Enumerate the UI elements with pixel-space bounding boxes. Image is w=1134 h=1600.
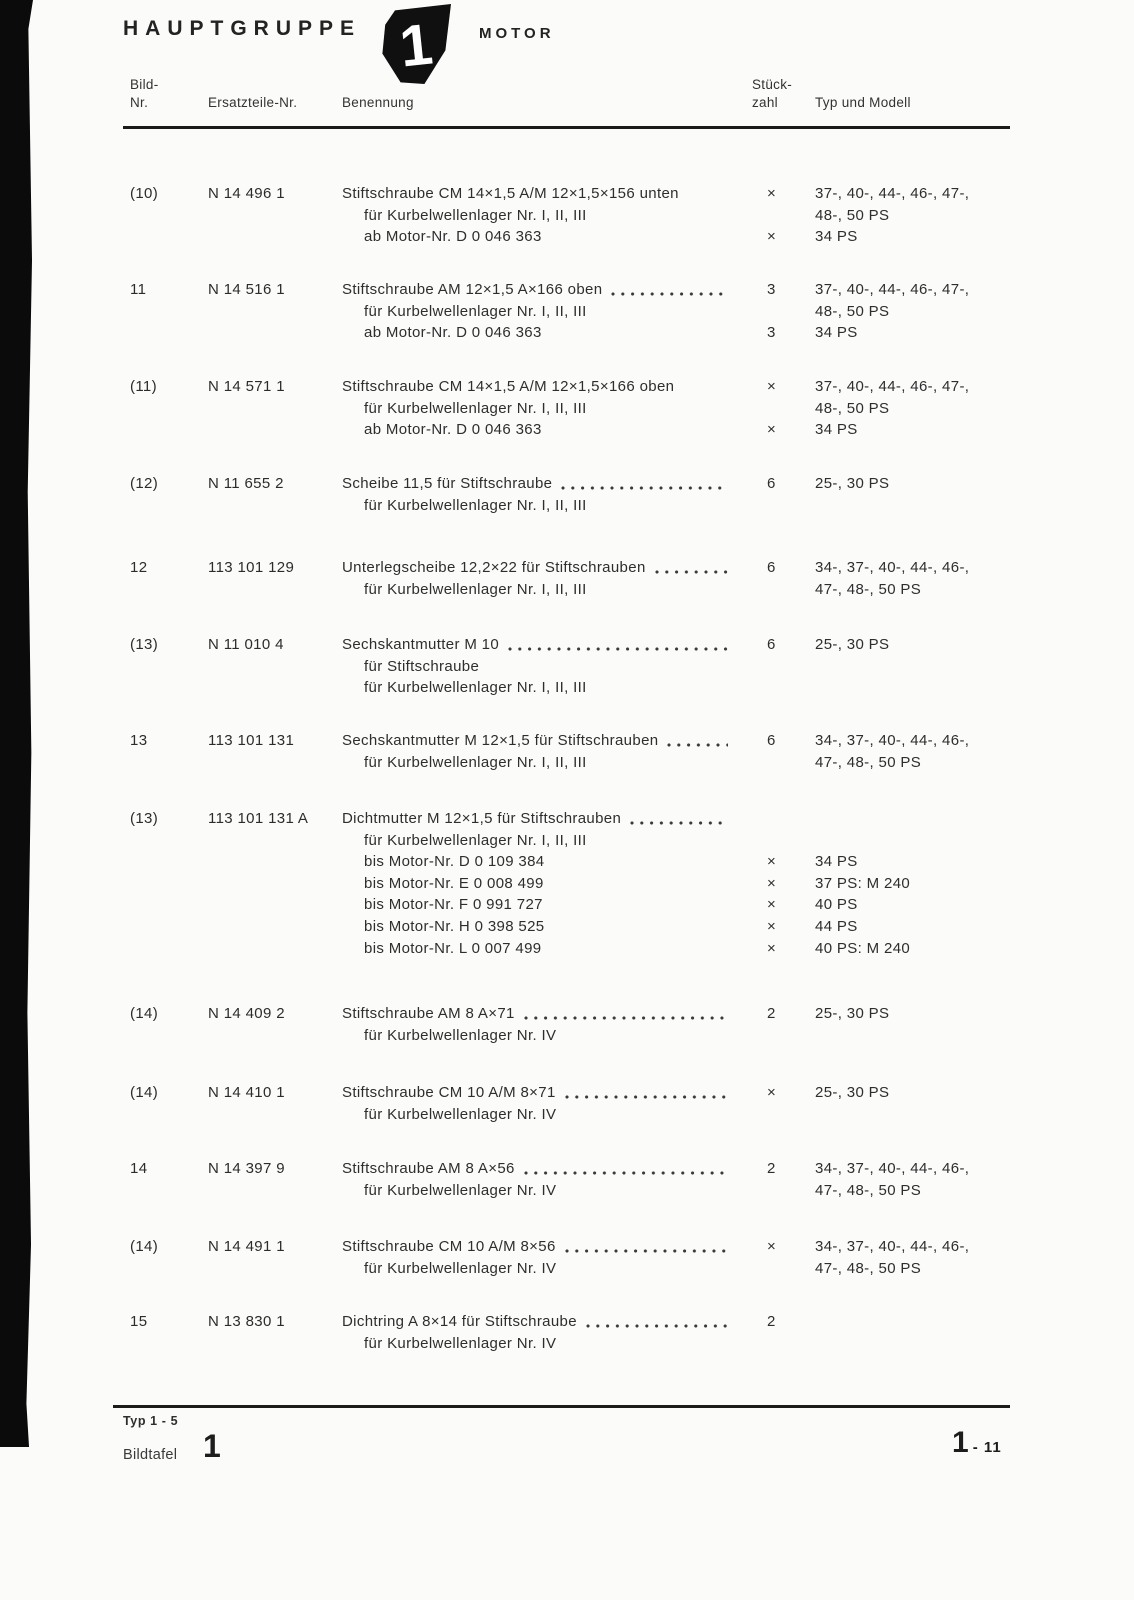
name-text: Unterlegscheibe 12,2×22 für Stiftschrauben bbox=[342, 559, 646, 576]
qty-value: × bbox=[767, 917, 777, 935]
typ-value: 47-, 48-, 50 PS bbox=[815, 753, 922, 771]
qty-value bbox=[767, 301, 815, 323]
page-number bbox=[952, 1426, 1002, 1460]
section-title: MOTOR bbox=[479, 25, 555, 42]
typ-value: 47-, 48-, 50 PS bbox=[815, 580, 922, 598]
name-cell bbox=[342, 634, 740, 699]
name-text: ab Motor-Nr. D 0 046 363 bbox=[364, 324, 542, 342]
typ-value: 37-, 40-, 44-, 46-, 47-, bbox=[815, 378, 970, 395]
typ-cell bbox=[815, 279, 1012, 344]
column-header-bild-line2: Nr. bbox=[130, 94, 149, 110]
typ-value bbox=[815, 1025, 1012, 1047]
qty-value bbox=[767, 656, 815, 678]
name-line bbox=[342, 830, 740, 852]
name-cell bbox=[342, 1311, 740, 1354]
name-text: für Kurbelwellenlager Nr. IV bbox=[364, 1334, 557, 1352]
name-cell bbox=[342, 183, 740, 248]
column-header-ersatzteile-nr: Ersatzteile-Nr. bbox=[208, 95, 298, 110]
qty-value: 2 bbox=[767, 1160, 776, 1177]
part-number-cell: N 14 397 9 bbox=[208, 1160, 285, 1177]
part-number-cell: 113 101 131 A bbox=[208, 810, 309, 827]
name-line bbox=[342, 579, 740, 601]
typ-value: 25-, 30 PS bbox=[815, 636, 890, 653]
typ-value: 34 PS bbox=[815, 324, 858, 342]
qty-value bbox=[767, 830, 815, 852]
name-line bbox=[342, 730, 740, 752]
typ-value: 34 PS bbox=[815, 228, 858, 246]
typ-value bbox=[815, 495, 1012, 517]
name-cell bbox=[342, 1236, 740, 1279]
part-number-cell: N 14 496 1 bbox=[208, 185, 285, 202]
typ-value: 25-, 30 PS bbox=[815, 475, 890, 492]
name-line bbox=[342, 495, 740, 517]
name-line bbox=[342, 1180, 740, 1202]
footer-typ-range: Typ 1 - 5 bbox=[123, 1414, 179, 1428]
qty-value bbox=[767, 398, 815, 420]
typ-value: 34 PS bbox=[815, 853, 858, 871]
name-cell bbox=[342, 376, 740, 441]
table-row bbox=[130, 1158, 1012, 1201]
dot-leader bbox=[524, 1015, 728, 1021]
name-text: für Kurbelwellenlager Nr. I, II, III bbox=[364, 399, 587, 417]
scan-gutter-shadow bbox=[0, 0, 33, 1447]
page-title: HAUPTGRUPPE bbox=[123, 17, 362, 40]
name-text: Dichtring A 8×14 für Stiftschraube bbox=[342, 1313, 577, 1330]
dot-leader bbox=[565, 1094, 728, 1100]
qty-cell bbox=[740, 557, 815, 600]
qty-cell bbox=[740, 808, 815, 959]
name-line bbox=[342, 1082, 740, 1104]
typ-cell bbox=[815, 183, 1012, 248]
column-header-bild-nr bbox=[130, 76, 159, 111]
name-line bbox=[342, 1333, 740, 1355]
typ-cell bbox=[815, 1082, 1012, 1125]
qty-value bbox=[767, 752, 815, 774]
name-line bbox=[342, 226, 740, 248]
name-line bbox=[342, 894, 740, 916]
typ-value: 34 PS bbox=[815, 421, 858, 439]
name-text: für Kurbelwellenlager Nr. I, II, III bbox=[364, 580, 587, 598]
typ-value: 34-, 37-, 40-, 44-, 46-, bbox=[815, 1238, 970, 1255]
bild-nr-cell: (12) bbox=[130, 475, 159, 492]
dot-leader bbox=[565, 1248, 728, 1254]
name-line bbox=[342, 851, 740, 873]
name-text: bis Motor-Nr. H 0 398 525 bbox=[364, 917, 545, 935]
qty-value: 6 bbox=[767, 732, 776, 749]
bild-nr-cell: (14) bbox=[130, 1084, 159, 1101]
name-text: für Kurbelwellenlager Nr. I, II, III bbox=[364, 496, 587, 514]
name-text: Stiftschraube AM 8 A×56 bbox=[342, 1160, 515, 1177]
column-header-benennung: Benennung bbox=[342, 95, 414, 110]
name-line bbox=[342, 322, 740, 344]
name-text: Stiftschraube CM 10 A/M 8×71 bbox=[342, 1084, 556, 1101]
typ-value: 47-, 48-, 50 PS bbox=[815, 1181, 922, 1199]
name-cell bbox=[342, 808, 740, 959]
qty-value: 6 bbox=[767, 559, 776, 576]
typ-value: 40 PS: M 240 bbox=[815, 939, 911, 957]
part-number-cell: N 11 010 4 bbox=[208, 636, 284, 653]
name-line bbox=[342, 1236, 740, 1258]
qty-value bbox=[767, 808, 815, 830]
bild-nr-cell: (14) bbox=[130, 1238, 159, 1255]
dot-leader bbox=[586, 1323, 728, 1329]
qty-cell bbox=[740, 376, 815, 441]
name-line bbox=[342, 916, 740, 938]
typ-value: 37 PS: M 240 bbox=[815, 874, 911, 892]
typ-value bbox=[815, 677, 1012, 699]
name-line bbox=[342, 183, 740, 205]
part-number-cell: N 14 571 1 bbox=[208, 378, 285, 395]
name-text: Stiftschraube AM 8 A×71 bbox=[342, 1005, 515, 1022]
name-text: ab Motor-Nr. D 0 046 363 bbox=[364, 421, 542, 439]
qty-cell bbox=[740, 1003, 815, 1046]
bild-nr-cell: (13) bbox=[130, 810, 159, 827]
name-text: Stiftschraube CM 10 A/M 8×56 bbox=[342, 1238, 556, 1255]
name-text: Stiftschraube CM 14×1,5 A/M 12×1,5×156 unten bbox=[342, 185, 679, 202]
typ-value: 48-, 50 PS bbox=[815, 399, 890, 417]
page-number-minor: - 11 bbox=[972, 1439, 1002, 1456]
name-cell bbox=[342, 1158, 740, 1201]
name-cell bbox=[342, 730, 740, 773]
name-text: für Kurbelwellenlager Nr. IV bbox=[364, 1026, 557, 1044]
typ-value: 40 PS bbox=[815, 896, 858, 914]
page-number-major: 1 bbox=[952, 1426, 969, 1459]
dot-leader bbox=[611, 291, 728, 297]
part-number-cell: 113 101 129 bbox=[208, 559, 295, 576]
typ-value bbox=[815, 1311, 1012, 1333]
name-text: für Kurbelwellenlager Nr. IV bbox=[364, 1105, 557, 1123]
dot-leader bbox=[630, 820, 728, 826]
name-line bbox=[342, 1311, 740, 1333]
dot-leader bbox=[524, 1170, 728, 1176]
badge-number: 1 bbox=[396, 11, 436, 80]
name-text: für Kurbelwellenlager Nr. I, II, III bbox=[364, 679, 587, 697]
typ-value bbox=[815, 808, 1012, 830]
qty-cell bbox=[740, 730, 815, 773]
typ-value bbox=[815, 1333, 1012, 1355]
table-row bbox=[130, 473, 1012, 516]
qty-cell bbox=[740, 1082, 815, 1125]
qty-cell bbox=[740, 183, 815, 248]
dot-leader bbox=[655, 569, 728, 575]
typ-value: 25-, 30 PS bbox=[815, 1084, 890, 1101]
qty-value: × bbox=[767, 896, 777, 914]
typ-value: 25-, 30 PS bbox=[815, 1005, 890, 1022]
qty-value bbox=[767, 1180, 815, 1202]
qty-value bbox=[767, 205, 815, 227]
name-line bbox=[342, 1003, 740, 1025]
dot-leader bbox=[508, 646, 728, 652]
column-header-typ-und-modell: Typ und Modell bbox=[815, 95, 911, 110]
name-line bbox=[342, 205, 740, 227]
qty-cell bbox=[740, 634, 815, 699]
qty-value bbox=[767, 677, 815, 699]
typ-value: 34-, 37-, 40-, 44-, 46-, bbox=[815, 732, 970, 749]
name-line bbox=[342, 473, 740, 495]
name-line bbox=[342, 677, 740, 699]
name-line bbox=[342, 1258, 740, 1280]
qty-value: × bbox=[767, 874, 777, 892]
qty-value: 3 bbox=[767, 281, 776, 298]
qty-value bbox=[767, 1104, 815, 1126]
qty-value: × bbox=[767, 228, 777, 246]
name-text: Sechskantmutter M 10 bbox=[342, 636, 500, 653]
qty-value: × bbox=[767, 378, 777, 395]
table-row bbox=[130, 634, 1012, 699]
footer-bildtafel-label: Bildtafel bbox=[123, 1447, 178, 1463]
footer-divider bbox=[113, 1405, 1010, 1408]
part-number-cell: N 11 655 2 bbox=[208, 475, 284, 492]
part-number-cell: N 13 830 1 bbox=[208, 1313, 285, 1330]
name-text: bis Motor-Nr. E 0 008 499 bbox=[364, 874, 544, 892]
qty-value: × bbox=[767, 421, 777, 439]
name-text: Sechskantmutter M 12×1,5 für Stiftschrauben bbox=[342, 732, 659, 749]
typ-cell bbox=[815, 1311, 1012, 1354]
name-text: ab Motor-Nr. D 0 046 363 bbox=[364, 228, 542, 246]
qty-value bbox=[767, 1258, 815, 1280]
name-line bbox=[342, 557, 740, 579]
dot-leader bbox=[667, 742, 728, 748]
name-line bbox=[342, 376, 740, 398]
name-line bbox=[342, 398, 740, 420]
qty-value: 2 bbox=[767, 1313, 776, 1330]
table-row bbox=[130, 1236, 1012, 1279]
name-text: für Kurbelwellenlager Nr. I, II, III bbox=[364, 831, 587, 849]
typ-value: 44 PS bbox=[815, 917, 858, 935]
bild-nr-cell: 15 bbox=[130, 1313, 148, 1330]
name-line bbox=[342, 873, 740, 895]
part-number-cell: N 14 516 1 bbox=[208, 281, 285, 298]
column-header-stueckzahl bbox=[752, 76, 792, 111]
typ-value: 47-, 48-, 50 PS bbox=[815, 1259, 922, 1277]
name-text: Stiftschraube CM 14×1,5 A/M 12×1,5×166 oben bbox=[342, 378, 675, 395]
typ-cell bbox=[815, 1003, 1012, 1046]
qty-value bbox=[767, 1333, 815, 1355]
name-line bbox=[342, 1025, 740, 1047]
typ-cell bbox=[815, 730, 1012, 773]
name-cell bbox=[342, 1082, 740, 1125]
dot-leader bbox=[561, 485, 728, 491]
bild-nr-cell: (10) bbox=[130, 185, 159, 202]
column-header-bild-line1: Bild- bbox=[130, 77, 159, 92]
bild-nr-cell: 14 bbox=[130, 1160, 148, 1177]
typ-value: 34-, 37-, 40-, 44-, 46-, bbox=[815, 559, 970, 576]
qty-cell bbox=[740, 1236, 815, 1279]
typ-cell bbox=[815, 376, 1012, 441]
bild-nr-cell: (13) bbox=[130, 636, 159, 653]
typ-cell bbox=[815, 1158, 1012, 1201]
qty-cell bbox=[740, 1311, 815, 1354]
name-line bbox=[342, 808, 740, 830]
bild-nr-cell: (11) bbox=[130, 378, 157, 395]
table-row bbox=[130, 730, 1012, 773]
column-header-qty-line2: zahl bbox=[752, 94, 778, 110]
qty-value: 3 bbox=[767, 324, 776, 342]
typ-value: 37-, 40-, 44-, 46-, 47-, bbox=[815, 281, 970, 298]
name-text: Stiftschraube AM 12×1,5 A×166 oben bbox=[342, 281, 603, 298]
table-row bbox=[130, 183, 1012, 248]
name-cell bbox=[342, 473, 740, 516]
name-text: für Kurbelwellenlager Nr. IV bbox=[364, 1259, 557, 1277]
bild-nr-cell: (14) bbox=[130, 1005, 159, 1022]
footer-bildtafel-number: 1 bbox=[203, 1428, 221, 1464]
typ-cell bbox=[815, 557, 1012, 600]
name-line bbox=[342, 938, 740, 960]
name-text: für Kurbelwellenlager Nr. IV bbox=[364, 1181, 557, 1199]
name-line bbox=[342, 752, 740, 774]
name-text: bis Motor-Nr. F 0 991 727 bbox=[364, 896, 543, 914]
name-line bbox=[342, 419, 740, 441]
table-row bbox=[130, 279, 1012, 344]
qty-value: 2 bbox=[767, 1005, 776, 1022]
typ-value: 48-, 50 PS bbox=[815, 206, 890, 224]
name-text: für Kurbelwellenlager Nr. I, II, III bbox=[364, 206, 587, 224]
table-row bbox=[130, 557, 1012, 600]
qty-value: × bbox=[767, 1084, 777, 1101]
name-line bbox=[342, 1104, 740, 1126]
qty-value: × bbox=[767, 1238, 777, 1255]
name-cell bbox=[342, 557, 740, 600]
qty-value: × bbox=[767, 853, 777, 871]
part-number-cell: N 14 409 2 bbox=[208, 1005, 285, 1022]
name-text: bis Motor-Nr. D 0 109 384 bbox=[364, 853, 545, 871]
name-text: Scheibe 11,5 für Stiftschraube bbox=[342, 475, 553, 492]
name-text: Dichtmutter M 12×1,5 für Stiftschrauben bbox=[342, 810, 622, 827]
part-number-cell: N 14 491 1 bbox=[208, 1238, 285, 1255]
qty-value: × bbox=[767, 185, 777, 202]
qty-cell bbox=[740, 473, 815, 516]
table-row bbox=[130, 1003, 1012, 1046]
name-line bbox=[342, 656, 740, 678]
hauptgruppe-1-badge-icon bbox=[381, 4, 451, 84]
bild-nr-cell: 12 bbox=[130, 559, 148, 576]
table-row bbox=[130, 808, 1012, 959]
typ-cell bbox=[815, 1236, 1012, 1279]
typ-value: 37-, 40-, 44-, 46-, 47-, bbox=[815, 185, 970, 202]
part-number-cell: 113 101 131 bbox=[208, 732, 295, 749]
part-number-cell: N 14 410 1 bbox=[208, 1084, 285, 1101]
qty-value bbox=[767, 579, 815, 601]
name-line bbox=[342, 301, 740, 323]
name-line bbox=[342, 279, 740, 301]
name-text: für Kurbelwellenlager Nr. I, II, III bbox=[364, 302, 587, 320]
name-text: bis Motor-Nr. L 0 007 499 bbox=[364, 939, 542, 957]
typ-cell bbox=[815, 808, 1012, 959]
typ-cell bbox=[815, 473, 1012, 516]
typ-cell bbox=[815, 634, 1012, 699]
table-row bbox=[130, 1082, 1012, 1125]
table-row bbox=[130, 1311, 1012, 1354]
qty-cell bbox=[740, 279, 815, 344]
qty-value: × bbox=[767, 939, 777, 957]
name-cell bbox=[342, 1003, 740, 1046]
qty-value: 6 bbox=[767, 475, 776, 492]
typ-value: 48-, 50 PS bbox=[815, 302, 890, 320]
name-cell bbox=[342, 279, 740, 344]
column-header-qty-line1: Stück- bbox=[752, 77, 793, 92]
header-divider bbox=[123, 126, 1010, 129]
qty-cell bbox=[740, 1158, 815, 1201]
name-text: für Stiftschraube bbox=[364, 657, 480, 675]
qty-value: 6 bbox=[767, 636, 776, 653]
typ-value bbox=[815, 830, 1012, 852]
name-line bbox=[342, 634, 740, 656]
qty-value bbox=[767, 495, 815, 517]
bild-nr-cell: 13 bbox=[130, 732, 148, 749]
table-row bbox=[130, 376, 1012, 441]
typ-value bbox=[815, 1104, 1012, 1126]
name-line bbox=[342, 1158, 740, 1180]
typ-value: 34-, 37-, 40-, 44-, 46-, bbox=[815, 1160, 970, 1177]
name-text: für Kurbelwellenlager Nr. I, II, III bbox=[364, 753, 587, 771]
typ-value bbox=[815, 656, 1012, 678]
qty-value bbox=[767, 1025, 815, 1047]
bild-nr-cell: 11 bbox=[130, 281, 147, 298]
